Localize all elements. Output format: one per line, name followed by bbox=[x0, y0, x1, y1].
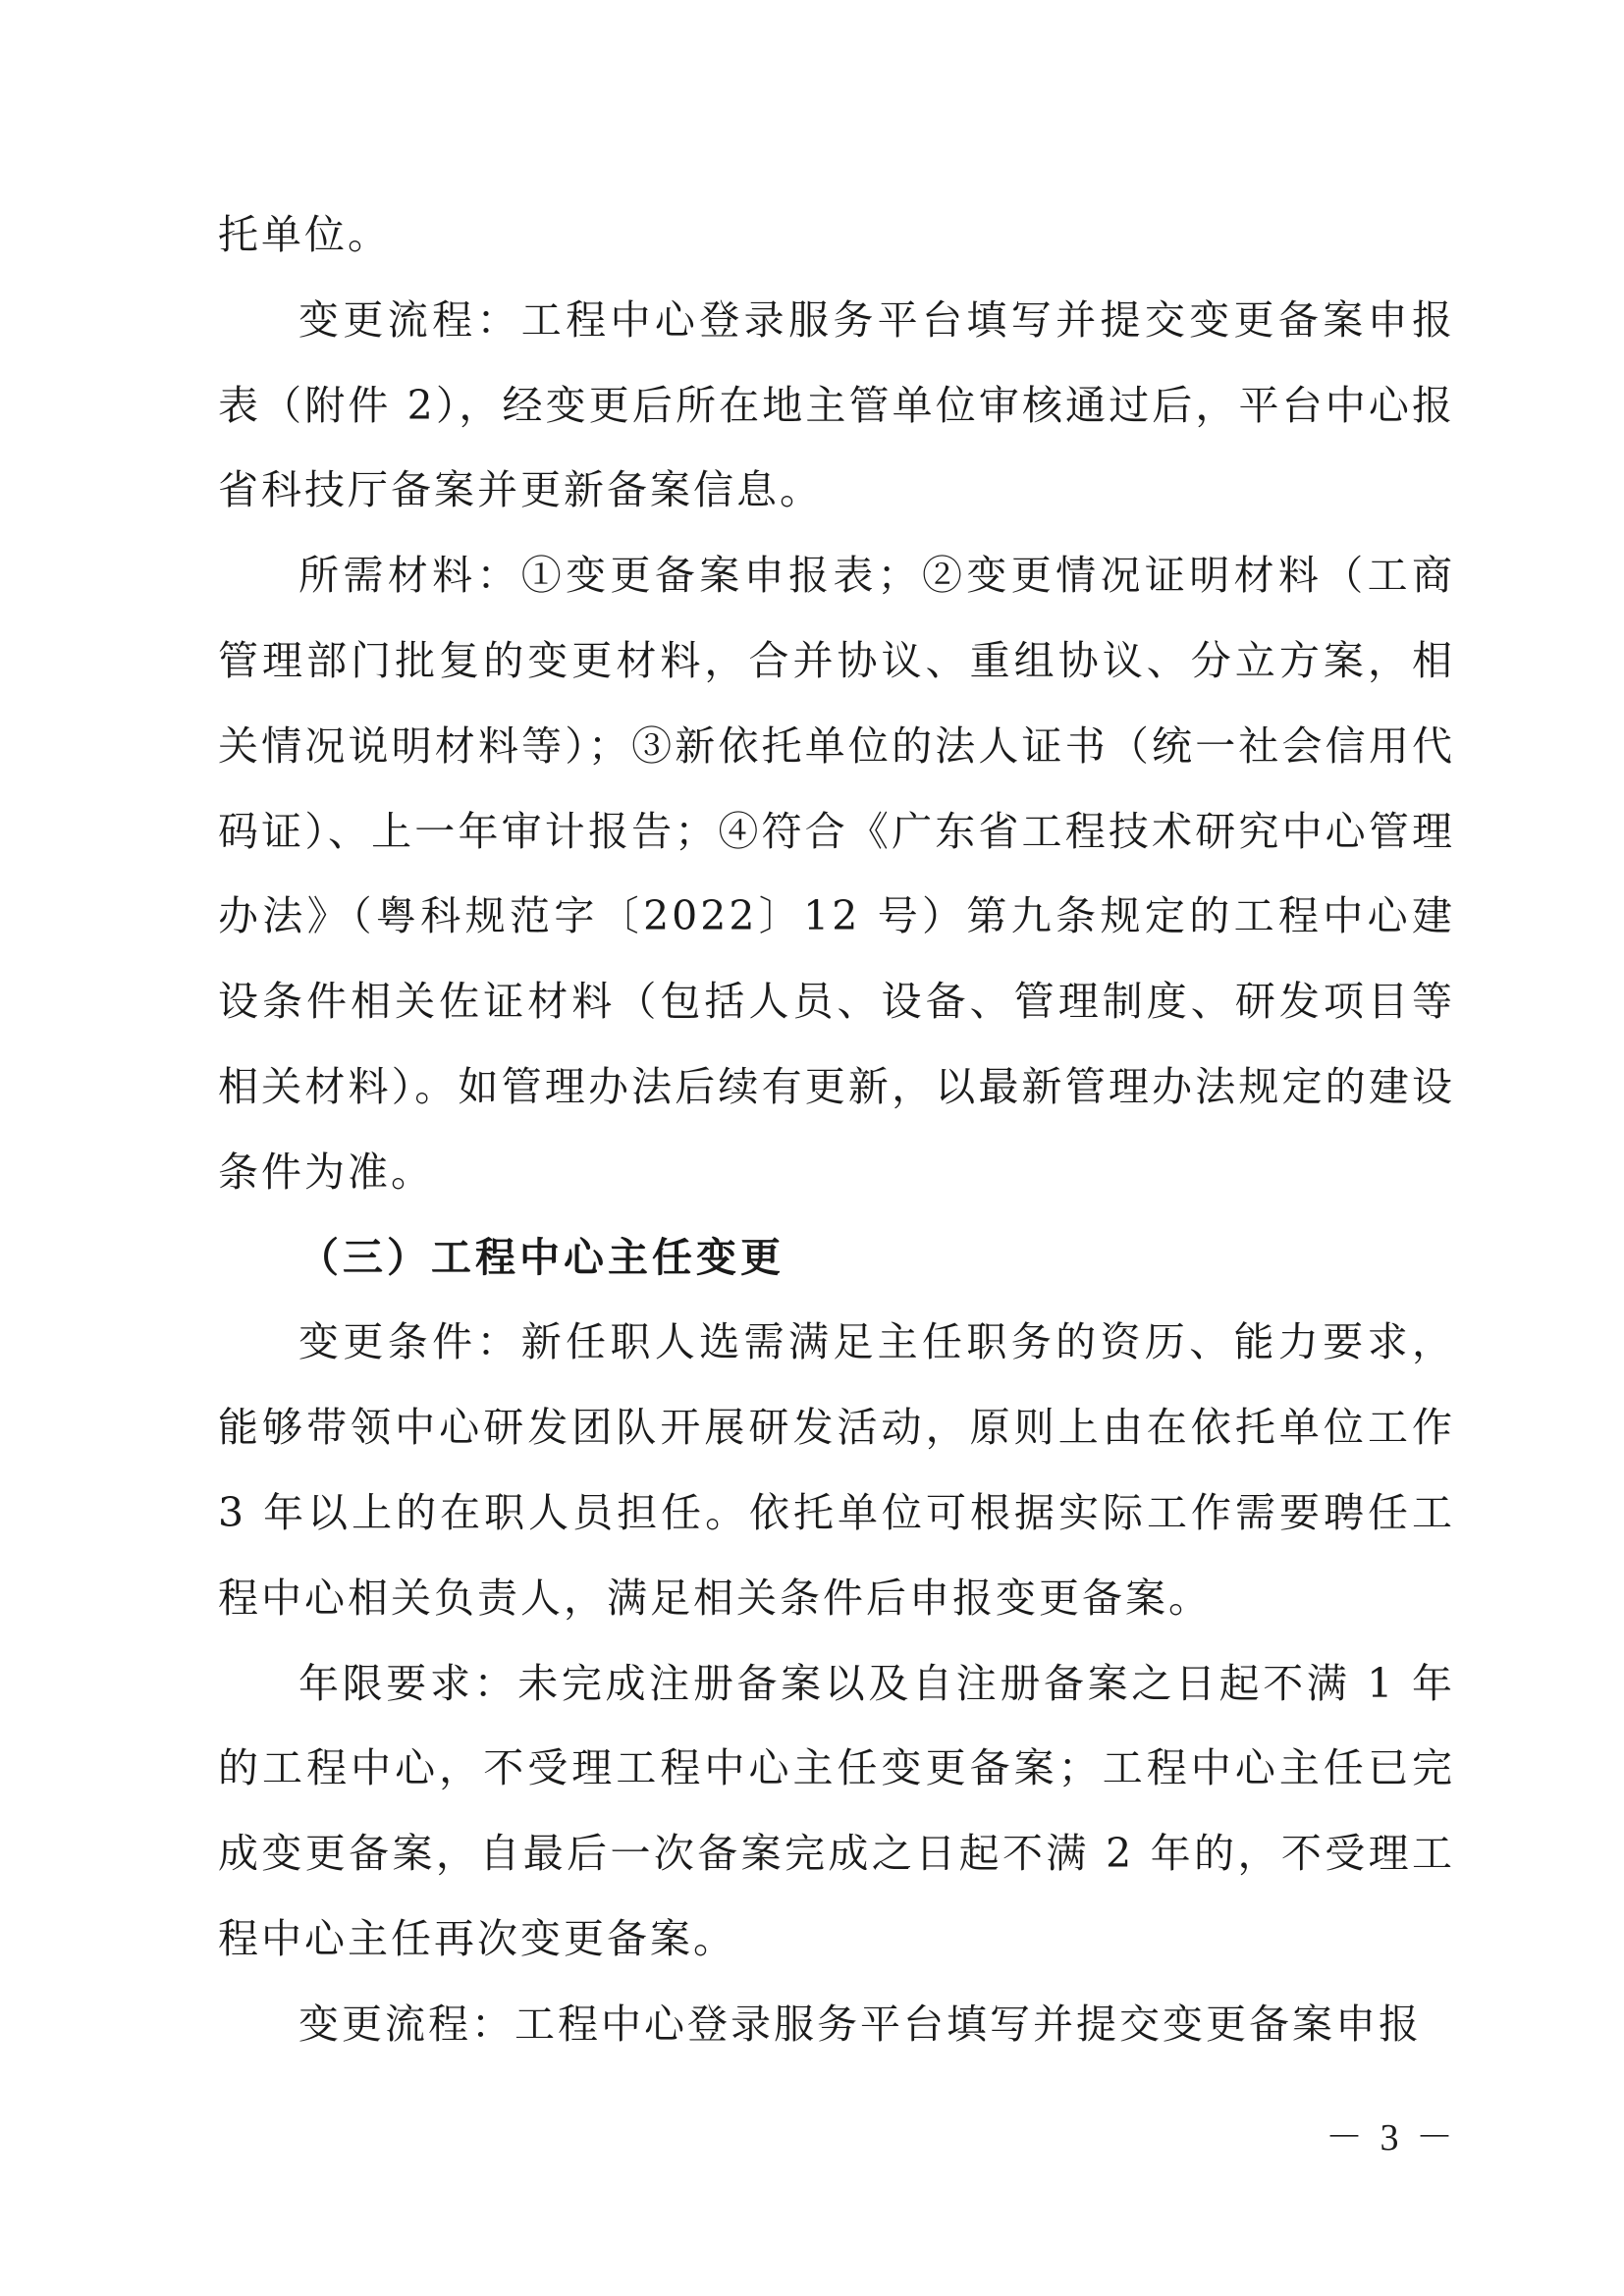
paragraph-change-process: 变更流程：工程中心登录服务平台填写并提交变更备案申报表（附件 2），经变更后所在地主管单位审核通过后，平台中心报省科技厅备案并更新备案信息。 bbox=[218, 295, 1455, 514]
document-body bbox=[218, 192, 1455, 2067]
paragraph-change-process-2: 变更流程：工程中心登录服务平台填写并提交变更备案申报 bbox=[298, 2000, 1422, 2048]
paragraph-change-conditions: 变更条件：新任职人选需满足主任职务的资历、能力要求，能够带领中心研发团队开展研发活动，原则上由在依托单位工作 3 年以上的在职人员担任。依托单位可根据实际工作需要聘任工程中心相关负责人，满足相关条件后申报变更备案。 bbox=[218, 1318, 1455, 1622]
section-heading-director-change: （三）工程中心主任变更 bbox=[298, 1233, 785, 1281]
page-number: － 3 － bbox=[1325, 2117, 1457, 2159]
paragraph-continuation: 托单位。 bbox=[218, 211, 391, 258]
paragraph-required-materials: 所需材料：①变更备案申报表；②变更情况证明材料（工商管理部门批复的变更材料，合并协议、重组协议、分立方案，相关情况说明材料等）；③新依托单位的法人证书（统一社会信用代码证）、上一年审计报告；④符合《广东省工程技术研究中心管理办法》（粤科规范字〔2022〕12 号）第九条规定的工程中心建设条件相关佐证材料（包括人员、设备、管理制度、研发项目等相关材料）。如管理办法后续有更新，以最新管理办法规定的建设条件为准。 bbox=[218, 552, 1455, 1196]
paragraph-time-requirements: 年限要求：未完成注册备案以及自注册备案之日起不满 1 年的工程中心，不受理工程中心主任变更备案；工程中心主任已完成变更备案，自最后一次备案完成之日起不满 2 年的，不受理工程中心主任再次变更备案。 bbox=[218, 1659, 1455, 1962]
